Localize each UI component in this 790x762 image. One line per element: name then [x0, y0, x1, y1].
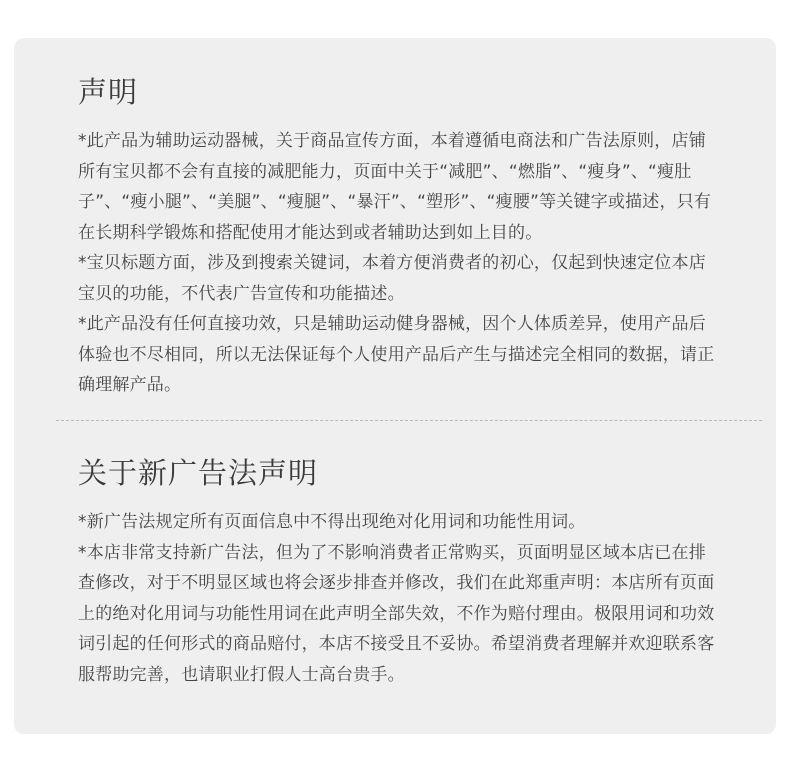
section-divider — [56, 420, 762, 421]
statement-paragraph: *宝贝标题方面，涉及到搜索关键词，本着方便消费者的初心，仅起到快速定位本店宝贝的功能，不代表广告宣传和功能描述。 — [78, 253, 706, 304]
disclaimer-panel — [14, 38, 776, 734]
statement-section — [78, 72, 716, 401]
statement-paragraph: *本店非常支持新广告法，但为了不影响消费者正常购买，页面明显区域本店已在排查修改，对于不明显区域也将会逐步排查并修改，我们在此郑重声明：本店所有页面上的绝对化用词与功能性用词在此声明全部失效，不作为赔付理由。极限用词和功效词引起的任何形式的商品赔付，本店不接受且不妥协。希望消费者理解并欢迎联系客服帮助完善，也请职业打假人士高台贵手。 — [78, 542, 715, 685]
section-title: 声明 — [78, 75, 139, 109]
statement-paragraph: *新广告法规定所有页面信息中不得出现绝对化用词和功能性用词。 — [78, 512, 586, 532]
statement-paragraph: *此产品为辅助运动器械，关于商品宣传方面，本着遵循电商法和广告法原则，店铺所有宝贝都不会有直接的减肥能力，页面中关于“减肥”、“燃脂”、“瘦身”、“瘦肚子”、“瘦小腿”、“美腿”、“瘦腿”、“暴汗”、“塑形”、“瘦腰”等关键字或描述，只有在长期科学锻炼和搭配使用才能达到或者辅助达到如上目的。 — [78, 131, 712, 243]
section-title: 关于新广告法声明 — [78, 456, 319, 490]
statement-paragraph: *此产品没有任何直接功效，只是辅助运动健身器械，因个人体质差异，使用产品后体验也不尽相同，所以无法保证每个人使用产品后产生与描述完全相同的数据，请正确理解产品。 — [78, 314, 715, 395]
ad-law-statement-section — [78, 453, 716, 690]
